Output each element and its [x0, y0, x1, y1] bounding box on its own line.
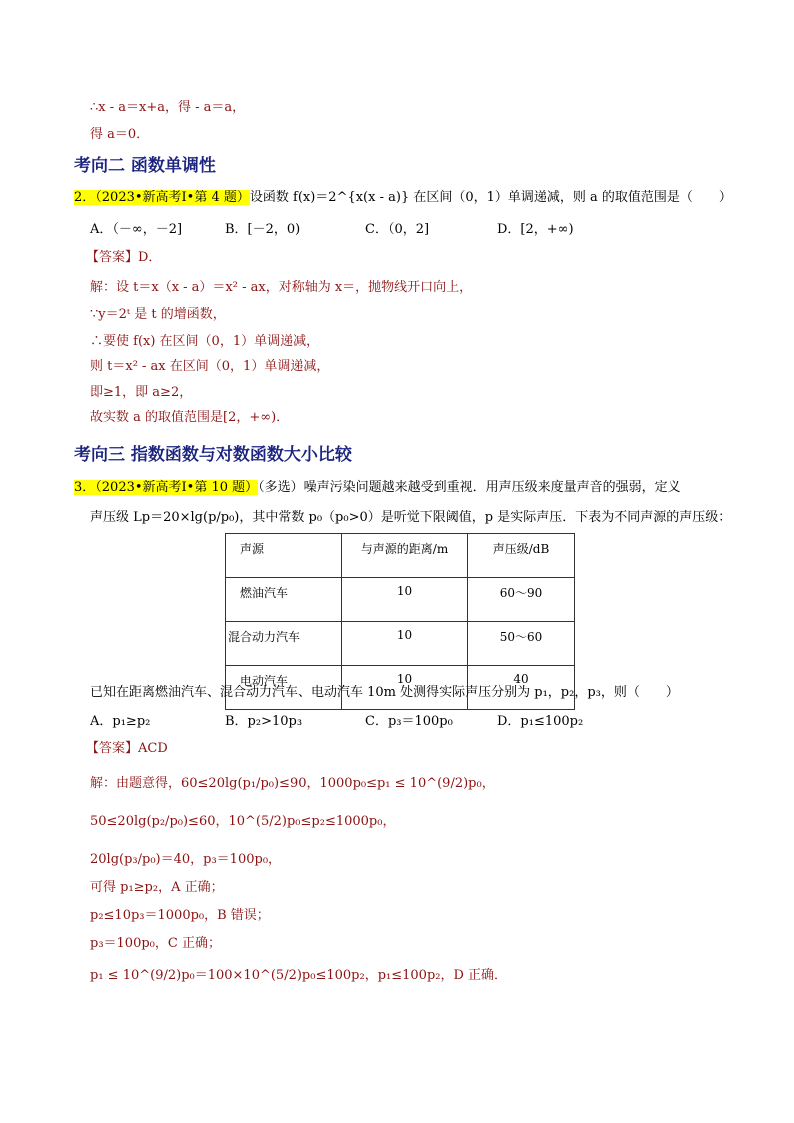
answer: 【答案】ACD [86, 741, 168, 756]
question-text: （多选）噪声污染问题越来越受到重视．用声压级来度量声音的强弱，定义 [258, 480, 681, 495]
solution-line: 解：设 t＝x（x - a）＝x² - ax，对称轴为 x＝，抛物线开口向上， [90, 280, 473, 295]
table-header: 声源 [226, 534, 342, 578]
solution-line: 故实数 a 的取值范围是[2，+∞)． [90, 410, 290, 425]
table-cell: 混合动力汽车 [226, 622, 342, 666]
solution-line: 可得 p₁≥p₂，A 正确； [90, 880, 224, 895]
table-cell: 燃油汽车 [226, 578, 342, 622]
question-3-stem [74, 476, 681, 495]
solution-line: 即≥1，即 a≥2， [90, 385, 193, 400]
table-header: 声压级/dB [468, 534, 575, 578]
option-b: B．[－2，0) [225, 222, 301, 237]
option-c: C．p₃＝100p₀ [365, 714, 453, 729]
table-cell: 60～90 [468, 578, 575, 622]
question-2-stem [74, 186, 732, 205]
solution-line: 50≤20lg(p₂/p₀)≤60，10^(5/2)p₀≤p₂≤1000p₀， [90, 814, 396, 829]
solution-line: ∴要使 f(x) 在区间（0，1）单调递减， [90, 334, 320, 349]
solution-line: p₃＝100p₀，C 正确； [90, 936, 221, 951]
table-cell: 10 [342, 666, 468, 710]
option-b: B．p₂>10p₃ [225, 714, 303, 729]
question-text: 已知在距离燃油汽车、混合动力汽车、电动汽车 10m 处测得实际声压分别为 p₁，p₂，p₃，则（ ） [90, 685, 679, 700]
table-cell: 40 [468, 666, 575, 710]
solution-line: ∴x - a＝x+a，得 - a＝a， [90, 100, 246, 115]
solution-line: 解：由题意得，60≤20lg(p₁/p₀)≤90，1000p₀≤p₁ ≤ 10^(9/2)p₀， [90, 776, 495, 791]
question-tag: 2．（2023•新高考Ⅰ•第 4 题） [74, 190, 250, 205]
solution-line: p₁ ≤ 10^(9/2)p₀＝100×10^(5/2)p₀≤100p₂，p₁≤100p₂，D 正确． [90, 968, 508, 983]
solution-line: 20lg(p₃/p₀)＝40，p₃＝100p₀， [90, 852, 282, 867]
question-text: 声压级 Lp＝20×lg(p/p₀)，其中常数 p₀（p₀>0）是听觉下限阈值，p 是实际声压．下表为不同声源的声压级： [90, 510, 732, 525]
table-cell: 10 [342, 622, 468, 666]
table-cell: 50～60 [468, 622, 575, 666]
option-d: D．[2，+∞) [497, 222, 574, 237]
answer: 【答案】D． [86, 250, 162, 265]
question-tag: 3．（2023•新高考Ⅰ•第 10 题） [74, 480, 259, 495]
solution-line: p₂≤10p₃＝1000p₀，B 错误； [90, 908, 270, 923]
table-cell: 电动汽车 [226, 666, 342, 710]
option-a: A．（－∞，－2] [90, 222, 183, 237]
solution-line: 得 a＝0． [90, 127, 150, 142]
option-c: C．（0，2] [365, 222, 430, 237]
question-text: 设函数 f(x)＝2^{x(x - a)} 在区间（0，1）单调递减，则 a 的取值范围是（ ） [249, 190, 732, 205]
option-a: A．p₁≥p₂ [90, 714, 151, 729]
table-header: 与声源的距离/m [342, 534, 468, 578]
solution-line: ∵y＝2ᵗ 是 t 的增函数， [90, 307, 226, 322]
option-d: D．p₁≤100p₂ [497, 714, 584, 729]
section-heading: 考向三 指数函数与对数函数大小比较 [74, 445, 352, 465]
section-heading: 考向二 函数单调性 [74, 156, 216, 176]
table-cell: 10 [342, 578, 468, 622]
solution-line: 则 t＝x² - ax 在区间（0，1）单调递减， [90, 359, 330, 374]
